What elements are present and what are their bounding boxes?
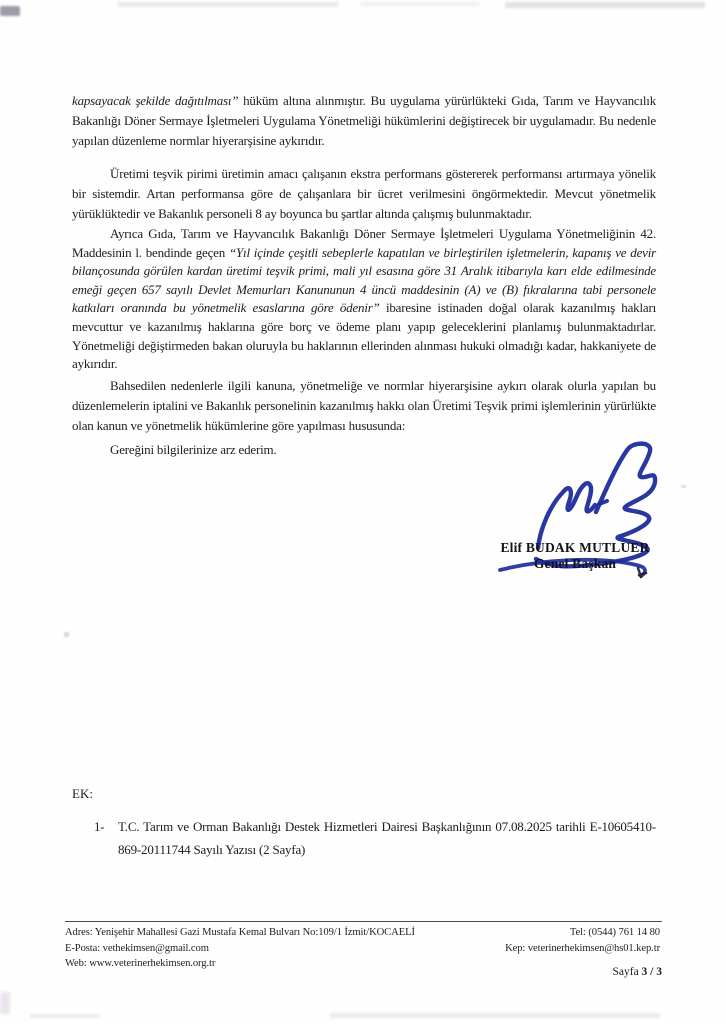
scan-artifact-top (360, 2, 480, 6)
scan-artifact-speck (64, 632, 69, 637)
footer-left-column (65, 925, 435, 972)
footer-address: Adres: Yenişehir Mahallesi Gazi Mustafa Kemal Bulvarı No:109/1 İzmit/KOCAELİ (65, 927, 415, 938)
body-paragraph-1: kapsayacak şekilde dağıtılması” hüküm altına alınmıştır. Bu uygulama yürürlükteki Gıda, Tarım ve Hayvancılık Bakanlığı Döner Sermaye İşletmeleri Uygulama Yönetmeliği hükümlerini değiştirecek bir uygulamadır. Bu nedenle yapılan düzenleme normlar hiyerarşisine aykırıdır. (72, 93, 656, 148)
body-paragraph-2: Üretimi teşvik pirimi üretimin amacı çalışanın ekstra performans göstererek performansı artırmaya yönelik bir sistemdir. Artan performansa göre de çalışanlara bir ücret verilmesini öngörmektedir. Mevcut yönetmelik yürüklüktedir ve Bakanlık personeli 8 ay boyunca bu şartlar altında çalışmış bulunmaktadır. (72, 166, 656, 221)
attachments-label: EK: (72, 786, 93, 801)
scan-artifact-speck (681, 485, 686, 488)
footer-phone: Tel: (0544) 761 14 80 (569, 927, 660, 938)
footer-kep: Kep: veterinerhekimsen@hs01.kep.tr (505, 942, 660, 954)
page-number-value: 3 / 3 (641, 966, 662, 978)
closing-line: Gereğini bilgilerinize arz ederim. (110, 442, 277, 457)
footer-contact-block (65, 921, 662, 972)
scan-artifact-bottom (30, 1014, 100, 1018)
body-paragraph-3: Ayrıca Gıda, Tarım ve Hayvancılık Bakanlığı Döner Sermaye İşletmeleri Uygulama Yönetmeliğinin 42. Maddesinin l. bendinde geçen “Yıl içinde çeşitli sebeplerle kapatılan ve birleştirilen işletmelerin, kapanış ve devir bilançosunda görülen kardan üretimi teşvik primi, mali yıl esasına göre 31 Aralık itibarıyla karı elde edilmesinde emeği geçen 657 sayılı Devlet Memurları Kanununun 4 üncü maddesinin (A) ve (B) fıkralarına tabi personele katkıları oranında bu yönetmelik esaslarına göre ödenir” ibaresine istinaden doğal olarak kazanılmış hakları mevcuttur ve kazanılmış haklarına göre borç ve ödeme planı yapıp geleceklerini planlamış bulunmaktadırlar. Yönetmeliği değiştirmeden bakan oluruyla bu haklarının ellerinden alınması hukuki olmadığı kadar, hakkaniyete de aykırıdır. (72, 226, 657, 372)
scan-artifact-speck (0, 992, 10, 1014)
signer-name: Elif BUDAK MUTLUER (500, 540, 650, 555)
attachment-item-marker: 1- (94, 819, 105, 834)
signature-block (468, 540, 682, 572)
page-number (612, 966, 662, 978)
footer-right-column (439, 925, 662, 972)
body-paragraph-4: Bahsedilen nedenlerle ilgili kanuna, yönetmeliğe ve normlar hiyerarşisine aykırı olarak olurla yapılan bu düzenlemelerin iptalini ve Bakanlık personelinin kazanılmış hakkı olan Üretimi Teşvik primi işlemlerinin yürürlükte olan kanun ve yönetmelik hükümlerine göre yapılması hususunda: (72, 378, 656, 433)
scan-artifact-top (118, 2, 338, 7)
attachment-item (94, 816, 656, 861)
footer-website: Web: www.veterinerhekimsen.org.tr (65, 958, 216, 970)
scan-artifact-top (505, 2, 705, 8)
footer-email: E-Posta: vethekimsen@gmail.com (65, 942, 209, 954)
scan-artifact-bottom (330, 1013, 660, 1018)
page-number-label: Sayfa (612, 966, 639, 978)
attachment-item-text: T.C. Tarım ve Orman Bakanlığı Destek Hizmetleri Dairesi Başkanlığının 07.08.2025 tarihli E-10605410-869-20111744 Sayılı Yazısı (2 Sayfa) (118, 819, 656, 857)
signer-title: Genel Başkan (533, 556, 617, 571)
scan-artifact-corner (0, 6, 20, 16)
